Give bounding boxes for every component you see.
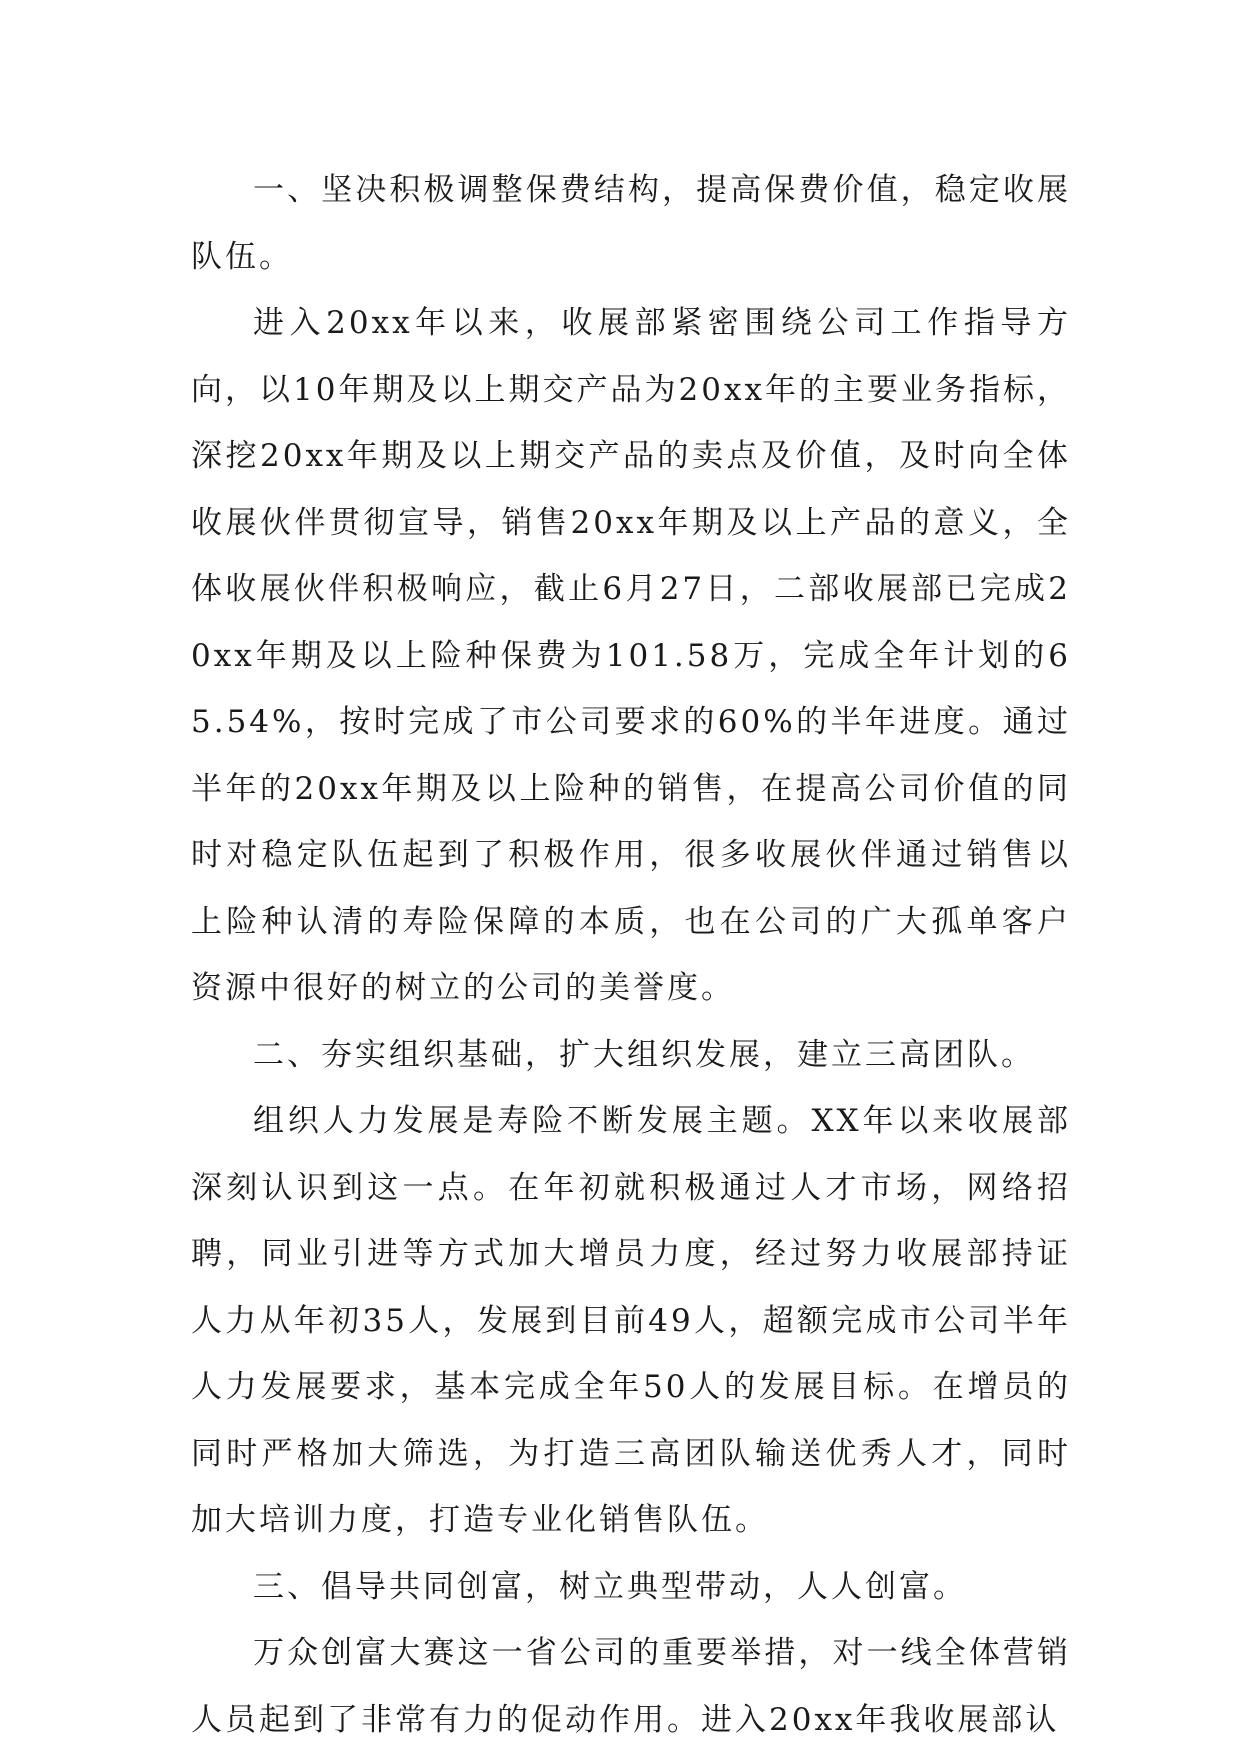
document-body (191, 157, 1071, 1753)
section-heading-2: 二、夯实组织基础，扩大组织发展，建立三高团队。 (253, 1036, 1035, 1073)
section-heading-3: 三、倡导共同创富，树立典型带动，人人创富。 (253, 1568, 967, 1605)
body-paragraph-3: 万众创富大赛这一省公司的重要举措，对一线全体营销人员起到了非常有力的促动作用。进入20xx年我收展部认 (191, 1635, 1071, 1738)
body-paragraph-2: 组织人力发展是寿险不断发展主题。XX年以来收展部深刻认识到这一点。在年初就积极通过人才市场，网络招聘，同业引进等方式加大增员力度，经过努力收展部持证人力从年初35人，发展到目前49人，超额完成市公司半年人力发展要求，基本完成全年50人的发展目标。在增员的同时严格加大筛选，为打造三高团队输送优秀人才，同时加大培训力度，打造专业化销售队伍。 (191, 1103, 1071, 1538)
body-paragraph-1: 进入20xx年以来，收展部紧密围绕公司工作指导方向，以10年期及以上期交产品为20xx年的主要业务指标，深挖20xx年期及以上期交产品的卖点及价值，及时向全体收展伙伴贯彻宣导，销售20xx年期及以上产品的意义，全体收展伙伴积极响应，截止6月27日，二部收展部已完成20xx年期及以上险种保费为101.58万，完成全年计划的65.54%，按时完成了市公司要求的60%的半年进度。通过半年的20xx年期及以上险种的销售，在提高公司价值的同时对稳定队伍起到了积极作用，很多收展伙伴通过销售以上险种认清的寿险保障的本质，也在公司的广大孤单客户资源中很好的树立的公司的美誉度。 (191, 305, 1071, 1006)
section-heading-1: 一、坚决积极调整保费结构，提高保费价值，稳定收展队伍。 (191, 172, 1071, 275)
